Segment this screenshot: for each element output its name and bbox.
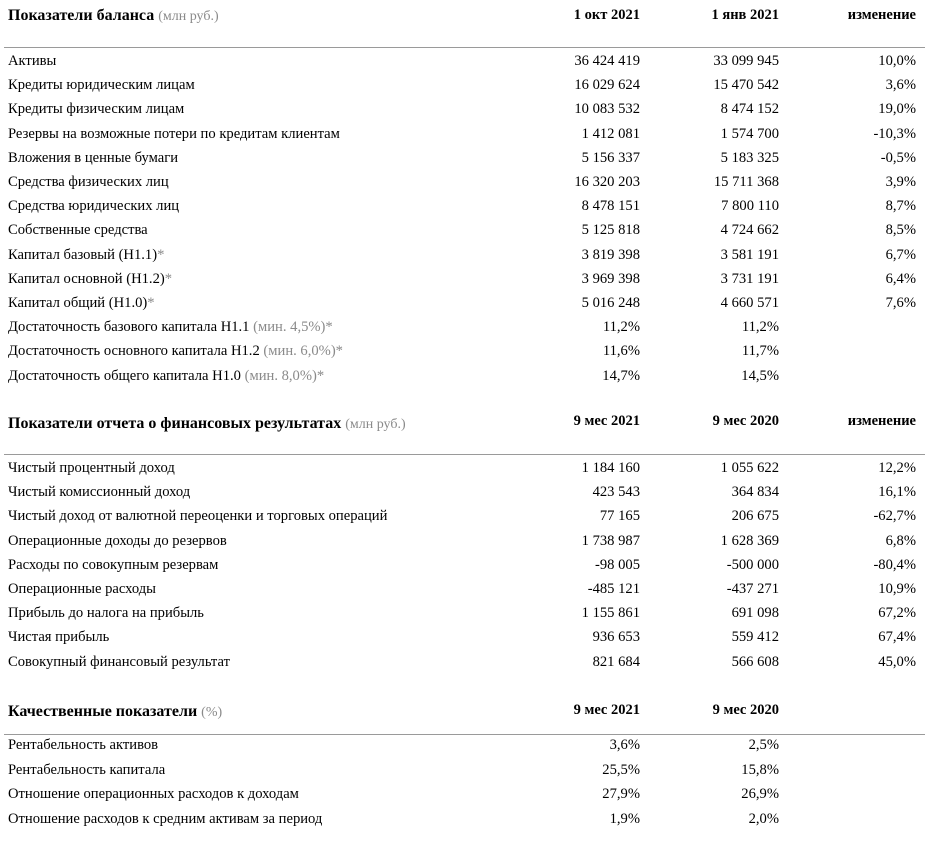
row-value-v1: 1 155 861 [581, 605, 640, 622]
row-value-v3: -10,3% [873, 125, 916, 142]
balance-col1-header: 1 окт 2021 [573, 7, 640, 23]
row-value-v3: 8,7% [885, 198, 916, 215]
row-value-v3: 67,2% [878, 605, 916, 622]
row-label: Отношение операционных расходов к доходам [8, 786, 299, 803]
row-value-v1: 936 653 [592, 629, 640, 646]
row-value-v3: -0,5% [880, 149, 916, 166]
row-value-v1: 10 083 532 [574, 101, 640, 118]
row-label: Резервы на возможные потери по кредитам клиентам [8, 125, 340, 142]
table-row [0, 364, 933, 388]
row-value-v1: 3,6% [609, 737, 640, 753]
row-value-v1: 821 684 [592, 653, 640, 670]
table-row [0, 49, 933, 73]
row-value-v2: 3 581 191 [720, 246, 779, 263]
row-label: Достаточность общего капитала Н1.0 (мин. 8,0%)* [8, 367, 325, 384]
quality-unit: (%) [201, 705, 223, 720]
row-value-v1: -485 121 [587, 581, 640, 597]
table-row [0, 339, 933, 363]
table-row [0, 73, 933, 97]
row-note: * [147, 295, 155, 311]
row-value-v2: 11,7% [741, 343, 779, 360]
row-label: Чистый процентный доход [8, 460, 175, 476]
table-row [0, 807, 933, 831]
row-label: Чистая прибыль [8, 629, 110, 646]
row-note: (мин. 6,0%)* [259, 343, 343, 360]
balance-unit: (млн руб.) [158, 9, 219, 24]
row-value-v1: 5 125 818 [581, 222, 640, 239]
row-value-v2: 364 834 [731, 484, 779, 501]
balance-header [0, 0, 933, 40]
row-label: Операционные расходы [8, 581, 156, 597]
row-value-v1: 1,9% [609, 811, 640, 828]
row-value-v1: 27,9% [602, 786, 640, 803]
row-value-v1: 1 738 987 [581, 532, 640, 549]
row-value-v2: 4 660 571 [720, 295, 779, 311]
table-row [0, 218, 933, 242]
table-row [0, 194, 933, 218]
row-value-v2: -500 000 [726, 556, 779, 573]
quality-col1-header: 9 мес 2021 [573, 702, 640, 718]
row-label: Кредиты юридическим лицам [8, 77, 195, 94]
table-row [0, 480, 933, 504]
quality-title: Качественные показатели (%) [8, 703, 223, 720]
row-value-v2: 566 608 [731, 653, 779, 670]
row-value-v3: 6,8% [885, 532, 916, 549]
row-value-v3: 7,6% [885, 295, 916, 311]
row-value-v2: 11,2% [741, 319, 779, 336]
row-label: Кредиты физическим лицам [8, 101, 185, 118]
row-label: Рентабельность капитала [8, 761, 166, 778]
balance-title: Показатели баланса (млн руб.) [8, 7, 219, 24]
table-row [0, 577, 933, 601]
row-label: Прибыль до налога на прибыль [8, 605, 204, 622]
row-value-v2: 8 474 152 [720, 101, 779, 118]
income-header-rule [4, 454, 925, 455]
income-unit: (млн руб.) [345, 417, 406, 432]
row-value-v1: 16 029 624 [574, 77, 640, 94]
row-value-v1: -98 005 [595, 556, 640, 573]
row-value-v1: 3 969 398 [581, 270, 640, 287]
row-value-v1: 5 016 248 [581, 295, 640, 311]
row-label: Средства юридических лиц [8, 198, 180, 215]
row-note: * [164, 270, 173, 287]
row-value-v1: 8 478 151 [581, 198, 640, 215]
row-note: * [157, 246, 165, 263]
row-value-v3: 12,2% [878, 460, 916, 476]
table-row [0, 170, 933, 194]
row-label: Достаточность основного капитала Н1.2 (мин. 6,0%)* [8, 343, 343, 360]
row-value-v1: 1 184 160 [581, 460, 640, 476]
row-label: Достаточность базового капитала Н1.1 (мин. 4,5%)* [8, 319, 333, 336]
row-label: Расходы по совокупным резервам [8, 556, 219, 573]
table-row [0, 782, 933, 806]
row-value-v2: 2,5% [748, 737, 779, 753]
row-value-v2: 559 412 [731, 629, 779, 646]
row-value-v1: 11,6% [602, 343, 640, 360]
row-value-v3: -80,4% [873, 556, 916, 573]
row-value-v3: 16,1% [878, 484, 916, 501]
row-value-v2: 15 711 368 [713, 174, 779, 190]
row-value-v3: 19,0% [878, 101, 916, 118]
row-value-v2: 691 098 [731, 605, 779, 622]
row-value-v3: 3,9% [885, 174, 916, 190]
row-value-v1: 16 320 203 [574, 174, 640, 190]
table-row [0, 122, 933, 146]
row-value-v3: 10,0% [878, 53, 916, 69]
row-value-v3: -62,7% [873, 508, 916, 525]
row-label: Чистый комиссионный доход [8, 484, 191, 501]
table-row [0, 291, 933, 315]
quality-header [0, 694, 933, 734]
quality-col2-header: 9 мес 2020 [712, 702, 779, 718]
row-value-v2: -437 271 [726, 581, 779, 597]
row-value-v2: 1 055 622 [720, 460, 779, 476]
balance-col2-header: 1 янв 2021 [711, 7, 779, 23]
income-col2-header: 9 мес 2020 [712, 413, 779, 429]
row-label: Активы [8, 53, 57, 69]
balance-col3-header: изменение [847, 7, 916, 23]
table-row [0, 456, 933, 480]
row-label: Капитал основной (Н1.2)* [8, 270, 173, 287]
row-value-v1: 423 543 [592, 484, 640, 501]
row-value-v3: 10,9% [878, 581, 916, 597]
row-value-v2: 15 470 542 [713, 77, 779, 94]
income-title: Показатели отчета о финансовых результатах (млн руб.) [8, 415, 406, 432]
row-value-v2: 1 574 700 [720, 125, 779, 142]
table-row [0, 504, 933, 528]
row-value-v2: 4 724 662 [720, 222, 779, 239]
row-label: Средства физических лиц [8, 174, 169, 190]
row-value-v3: 45,0% [878, 653, 916, 670]
row-value-v2: 7 800 110 [721, 198, 779, 215]
row-label: Вложения в ценные бумаги [8, 149, 179, 166]
row-value-v2: 206 675 [731, 508, 779, 525]
row-value-v1: 11,2% [602, 319, 640, 336]
income-col1-header: 9 мес 2021 [573, 413, 640, 429]
row-value-v2: 14,5% [741, 367, 779, 384]
row-value-v3: 6,4% [885, 270, 916, 287]
table-row [0, 267, 933, 291]
row-value-v1: 3 819 398 [581, 246, 640, 263]
row-value-v2: 26,9% [741, 786, 779, 803]
table-row [0, 243, 933, 267]
row-label: Совокупный финансовый результат [8, 653, 230, 670]
row-note: (мин. 4,5%)* [249, 319, 333, 336]
table-row [0, 650, 933, 674]
row-value-v2: 15,8% [741, 761, 779, 778]
row-label: Капитал базовый (Н1.1)* [8, 246, 165, 263]
row-label: Капитал общий (Н1.0)* [8, 295, 155, 311]
row-label: Рентабельность активов [8, 737, 159, 753]
row-value-v2: 33 099 945 [713, 53, 779, 69]
row-value-v2: 5 183 325 [720, 149, 779, 166]
row-value-v2: 2,0% [748, 811, 779, 828]
row-label: Чистый доход от валютной переоценки и торговых операций [8, 508, 388, 525]
income-col3-header: изменение [847, 413, 916, 429]
row-value-v2: 1 628 369 [720, 532, 779, 549]
row-value-v3: 6,7% [885, 246, 916, 263]
row-value-v3: 3,6% [885, 77, 916, 94]
table-row [0, 146, 933, 170]
row-value-v1: 25,5% [602, 761, 640, 778]
table-row [0, 601, 933, 625]
row-label: Операционные доходы до резервов [8, 532, 227, 549]
income-header [0, 408, 933, 448]
row-value-v3: 67,4% [878, 629, 916, 646]
row-value-v1: 36 424 419 [574, 53, 640, 69]
table-row [0, 529, 933, 553]
row-value-v2: 3 731 191 [720, 270, 779, 287]
row-label: Отношение расходов к средним активам за период [8, 811, 323, 828]
table-row [0, 97, 933, 121]
row-value-v3: 8,5% [885, 222, 916, 239]
row-value-v1: 14,7% [602, 367, 640, 384]
table-row [0, 625, 933, 649]
table-row [0, 553, 933, 577]
row-label: Собственные средства [8, 222, 148, 239]
table-row [0, 315, 933, 339]
row-value-v1: 77 165 [599, 508, 640, 525]
table-row [0, 758, 933, 782]
table-row [0, 733, 933, 757]
balance-header-rule [4, 47, 925, 48]
row-note: (мин. 8,0%)* [240, 367, 325, 384]
row-value-v1: 1 412 081 [581, 125, 640, 142]
row-value-v1: 5 156 337 [581, 149, 640, 166]
